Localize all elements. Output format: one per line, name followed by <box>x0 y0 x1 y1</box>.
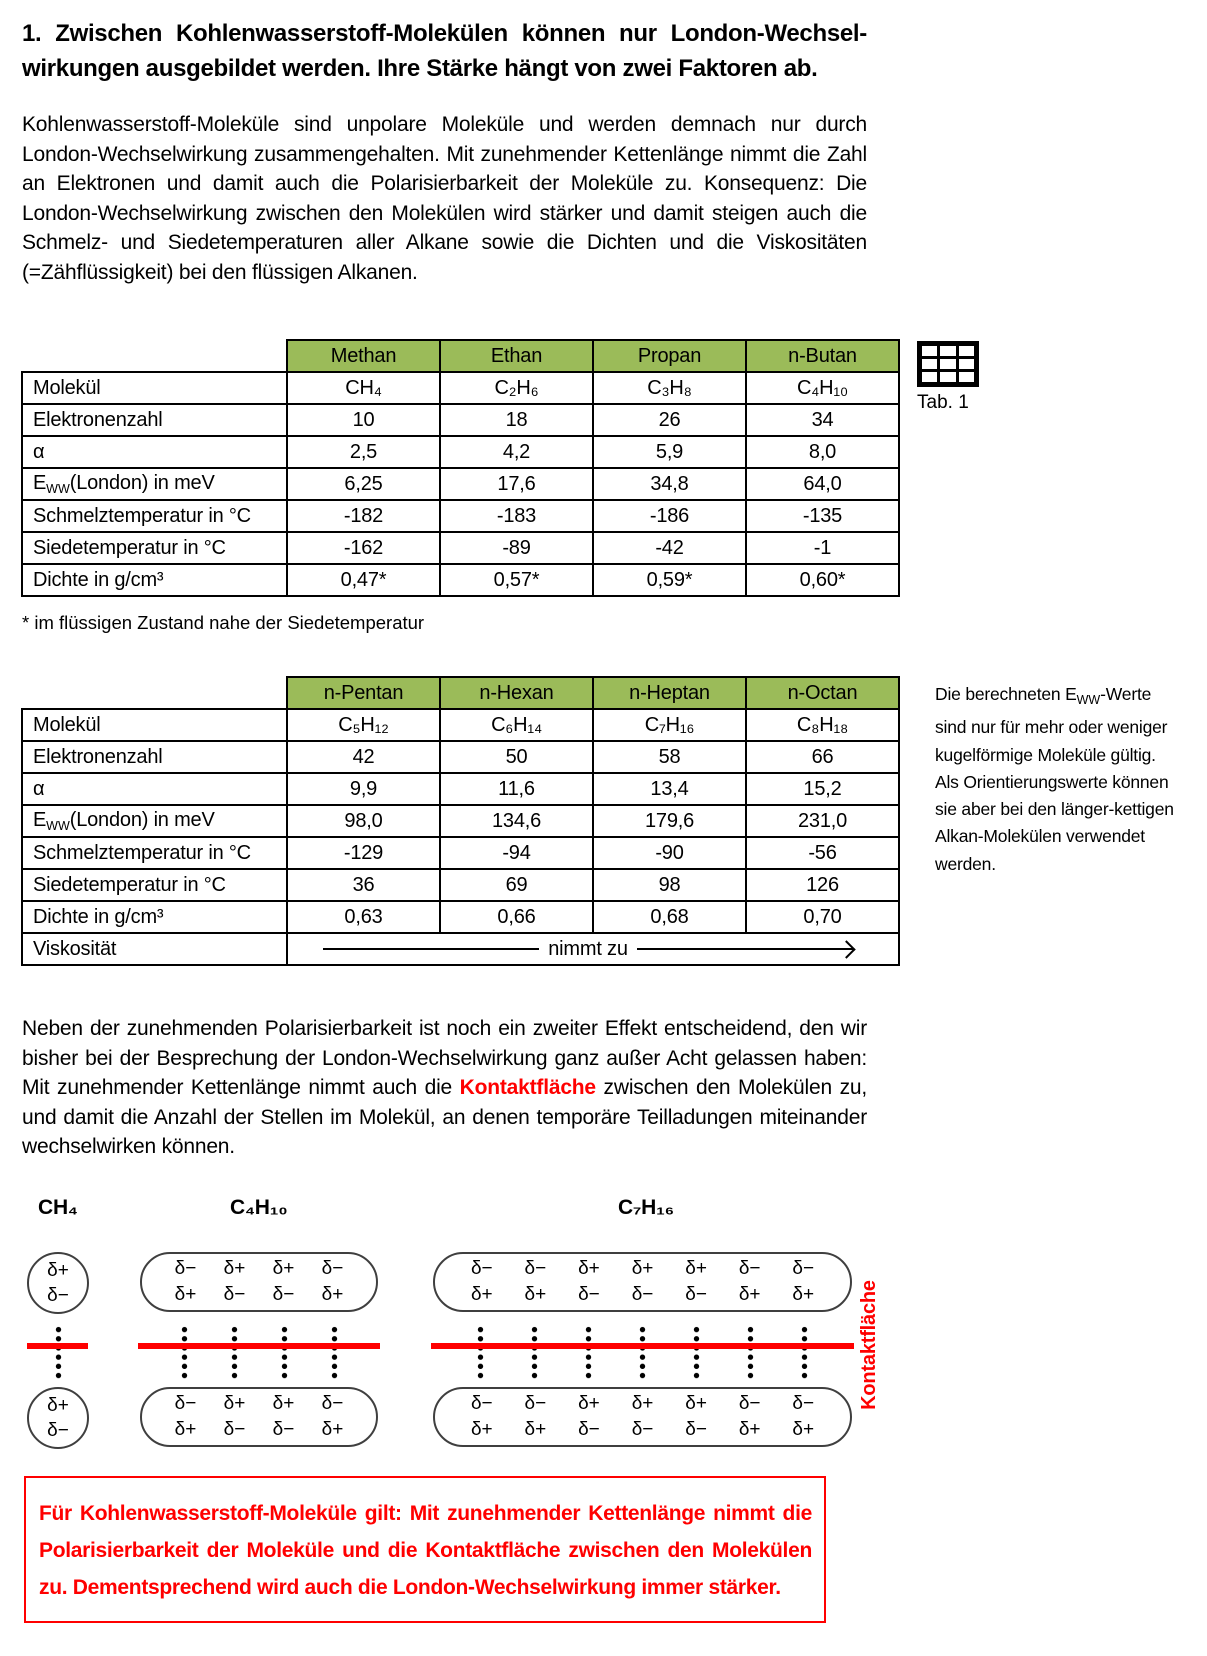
increase-label: nimmt zu <box>548 937 628 960</box>
column-header: n-Pentan <box>287 677 440 709</box>
value-cell: 5,9 <box>593 436 746 468</box>
molecule-ch4-top <box>27 1252 89 1314</box>
delta-charge: δ− <box>792 1393 815 1414</box>
value-cell: 66 <box>746 741 899 773</box>
charge-row <box>161 1284 357 1306</box>
value-cell: -56 <box>746 837 899 869</box>
value-cell: 36 <box>287 869 440 901</box>
table-row <box>22 805 899 837</box>
value-cell: CH₄ <box>287 372 440 404</box>
dotted-line-icon <box>331 1325 338 1380</box>
molecule-label-ch4: CH₄ <box>38 1196 78 1219</box>
delta-charge: δ+ <box>223 1393 246 1414</box>
delta-charge: δ+ <box>738 1419 761 1440</box>
delta-charge: δ+ <box>631 1258 654 1279</box>
increase-arrow <box>288 938 898 961</box>
row-label: Molekül <box>22 709 287 741</box>
value-cell: 8,0 <box>746 436 899 468</box>
contact-surface-line-c7h16 <box>431 1343 854 1349</box>
header-row <box>22 340 899 372</box>
molecule-c7h16-top <box>433 1252 852 1312</box>
paragraph-intro: Kohlenwasserstoff-Moleküle sind unpolare Moleküle und werden demnach nur durch London-Wechselwirkung zusammengehalten. Mit zunehmender Kettenlänge nimmt die Zahl an Elektronen und damit auch die Polarisierbarkeit der Moleküle zu. Konsequenz: Die London-Wechselwirkung zwischen den Molekülen wird stärker und damit steigen auch die Schmelz- und Siedetemperaturen aller Alkane sowie die Dichten und die Viskositäten (=Zähflüssigkeit) bei den flüssigen Alkanen. <box>22 113 867 284</box>
delta-charge: δ+ <box>524 1284 547 1305</box>
table-row <box>22 404 899 436</box>
arrow-line-left <box>323 948 539 950</box>
table-row <box>22 372 899 404</box>
column-header: Methan <box>287 340 440 372</box>
row-label: Siedetemperatur in °C <box>22 532 287 564</box>
row-label: Schmelztemperatur in °C <box>22 837 287 869</box>
blank-corner-cell <box>22 677 287 709</box>
delta-charge: δ− <box>174 1393 197 1414</box>
charge-row <box>455 1419 830 1441</box>
value-cell: -1 <box>746 532 899 564</box>
column-header: Ethan <box>440 340 593 372</box>
dotted-line-icon <box>639 1325 646 1380</box>
dotted-line-icon <box>55 1325 62 1380</box>
row-label: Molekül <box>22 372 287 404</box>
row-label: Dichte in g/cm³ <box>22 564 287 596</box>
alkane-table-long-chain <box>21 676 900 966</box>
dotted-line-icon <box>585 1325 592 1380</box>
interaction-dots-c7h16 <box>453 1325 832 1380</box>
delta-charge: δ+ <box>631 1393 654 1414</box>
table-caption: Tab. 1 <box>917 392 969 413</box>
delta-charge: δ− <box>578 1419 600 1440</box>
value-cell: 10 <box>287 404 440 436</box>
delta-charge: δ+ <box>47 1260 69 1281</box>
delta-charge: δ− <box>272 1419 295 1440</box>
header-row <box>22 677 899 709</box>
value-cell: 126 <box>746 869 899 901</box>
row-label: Schmelztemperatur in °C <box>22 500 287 532</box>
delta-charge: δ− <box>738 1393 761 1414</box>
molecule-label-c4h10: C₄H₁₀ <box>230 1196 288 1219</box>
molecule-ch4-bottom <box>27 1387 89 1449</box>
value-cell: 98,0 <box>287 805 440 837</box>
delta-charge: δ− <box>47 1420 69 1441</box>
value-cell: 13,4 <box>593 773 746 805</box>
value-cell: 0,57* <box>440 564 593 596</box>
interaction-dots-c4h10 <box>159 1325 359 1380</box>
delta-charge: δ+ <box>47 1395 69 1416</box>
highlight-kontaktflaeche: Kontaktfläche <box>459 1076 596 1099</box>
delta-charge: δ+ <box>578 1258 600 1279</box>
side-note: Die berechneten $E_{WW}$-Werte sind nur für mehr oder weniger kugelförmige Moleküle gültig. Als Orientierungswerte können sie aber bei den länger-kettigen Alkan-Molekülen verwendet werden. <box>935 684 1174 874</box>
value-cell: 15,2 <box>746 773 899 805</box>
contact-surface-diagram <box>0 1196 1207 1466</box>
charge-row <box>455 1258 830 1280</box>
table-row <box>22 741 899 773</box>
value-cell: C₄H₁₀ <box>746 372 899 404</box>
molecule-c7h16-bottom <box>433 1387 852 1447</box>
value-cell: -135 <box>746 500 899 532</box>
title-line-1: 1. Zwischen Kohlenwasserstoff-Molekülen können nur London-Wechsel- <box>22 20 867 47</box>
delta-charge: δ+ <box>738 1284 761 1305</box>
viscosity-trend-cell <box>287 933 899 965</box>
delta-charge: δ− <box>578 1284 600 1305</box>
value-cell: C₆H₁₄ <box>440 709 593 741</box>
table-row <box>22 869 899 901</box>
value-cell: 6,25 <box>287 468 440 500</box>
value-cell: 26 <box>593 404 746 436</box>
interaction-dots-ch4 <box>30 1325 86 1380</box>
value-cell: -129 <box>287 837 440 869</box>
row-label: Viskosität <box>22 933 287 965</box>
delta-charge: δ+ <box>524 1419 547 1440</box>
value-cell: 18 <box>440 404 593 436</box>
column-header: n-Heptan <box>593 677 746 709</box>
table-footnote: * im flüssigen Zustand nahe der Siedetemperatur <box>22 612 425 633</box>
value-cell: -90 <box>593 837 746 869</box>
value-cell: 2,5 <box>287 436 440 468</box>
delta-charge: δ− <box>470 1258 493 1279</box>
delta-charge: δ− <box>223 1419 246 1440</box>
value-cell: 0,47* <box>287 564 440 596</box>
column-header: Propan <box>593 340 746 372</box>
value-cell: -94 <box>440 837 593 869</box>
table-row <box>22 532 899 564</box>
delta-charge: δ− <box>321 1258 344 1279</box>
delta-charge: δ+ <box>792 1419 815 1440</box>
paragraph-contact-surface: Neben der zunehmenden Polarisierbarkeit ist noch ein zweiter Effekt entscheidend, den wir bisher bei der Besprechung der London-Wechselwirkung ganz außer Acht gelassen haben: Mit zunehmender Kettenlänge nimmt auch die Kontaktfläche zwischen den Molekülen zu, und damit die Anzahl der Stellen im Molekül, an denen temporäre Teilladungen miteinander wechselwirken können. <box>22 1017 867 1158</box>
dotted-line-icon <box>281 1325 288 1380</box>
value-cell: 134,6 <box>440 805 593 837</box>
value-cell: C₂H₆ <box>440 372 593 404</box>
row-label-eww: $E_{WW}(London)$ in meV <box>22 805 287 837</box>
table-row <box>22 436 899 468</box>
dotted-line-icon <box>693 1325 700 1380</box>
delta-charge: δ+ <box>792 1284 815 1305</box>
table-row <box>22 468 899 500</box>
value-cell: C₃H₈ <box>593 372 746 404</box>
delta-charge: δ− <box>47 1285 69 1306</box>
contact-surface-line-ch4 <box>27 1343 88 1349</box>
contact-surface-label: Kontaktfläche <box>858 1280 880 1410</box>
value-cell: 17,6 <box>440 468 593 500</box>
column-header: n-Butan <box>746 340 899 372</box>
value-cell: C₅H₁₂ <box>287 709 440 741</box>
delta-charge: δ+ <box>321 1419 344 1440</box>
delta-charge: δ− <box>631 1419 654 1440</box>
delta-charge: δ− <box>792 1258 815 1279</box>
value-cell: 42 <box>287 741 440 773</box>
value-cell: C₇H₁₆ <box>593 709 746 741</box>
delta-charge: δ+ <box>321 1284 344 1305</box>
value-cell: 34,8 <box>593 468 746 500</box>
delta-charge: δ+ <box>272 1393 295 1414</box>
column-header: n-Hexan <box>440 677 593 709</box>
value-cell: 34 <box>746 404 899 436</box>
table-row <box>22 709 899 741</box>
delta-charge: δ+ <box>174 1284 197 1305</box>
delta-charge: δ+ <box>578 1393 600 1414</box>
title-line-2: wirkungen ausgebildet werden. Ihre Stärke hängt von zwei Faktoren ab. <box>22 55 818 82</box>
table-row <box>22 901 899 933</box>
table-row <box>22 773 899 805</box>
delta-charge: δ+ <box>174 1419 197 1440</box>
dotted-line-icon <box>181 1325 188 1380</box>
value-cell: C₈H₁₈ <box>746 709 899 741</box>
row-label: Siedetemperatur in °C <box>22 869 287 901</box>
molecule-c4h10-bottom <box>140 1387 378 1447</box>
contact-surface-line-c4h10 <box>138 1343 380 1349</box>
delta-charge: δ− <box>321 1393 344 1414</box>
table-icon <box>917 341 979 387</box>
delta-charge: δ+ <box>685 1258 707 1279</box>
dotted-line-icon <box>477 1325 484 1380</box>
value-cell: 69 <box>440 869 593 901</box>
delta-charge: δ+ <box>685 1393 707 1414</box>
delta-charge: δ− <box>174 1258 197 1279</box>
delta-charge: δ− <box>738 1258 761 1279</box>
value-cell: 0,63 <box>287 901 440 933</box>
value-cell: 58 <box>593 741 746 773</box>
value-cell: -42 <box>593 532 746 564</box>
row-label: α <box>22 773 287 805</box>
delta-charge: δ− <box>631 1284 654 1305</box>
value-cell: 0,70 <box>746 901 899 933</box>
table-row <box>22 564 899 596</box>
dotted-line-icon <box>231 1325 238 1380</box>
row-label-eww: $E_{WW}(London)$ in meV <box>22 468 287 500</box>
value-cell: 231,0 <box>746 805 899 837</box>
charge-row <box>161 1419 357 1441</box>
delta-charge: δ− <box>685 1419 707 1440</box>
value-cell: -183 <box>440 500 593 532</box>
value-cell: 0,59* <box>593 564 746 596</box>
table-row <box>22 837 899 869</box>
value-cell: 11,6 <box>440 773 593 805</box>
charge-row <box>455 1393 830 1415</box>
delta-charge: δ+ <box>272 1258 295 1279</box>
value-cell: 4,2 <box>440 436 593 468</box>
dotted-line-icon <box>531 1325 538 1380</box>
delta-charge: δ+ <box>470 1419 493 1440</box>
row-label: Elektronenzahl <box>22 404 287 436</box>
delta-charge: δ+ <box>223 1258 246 1279</box>
dotted-line-icon <box>801 1325 808 1380</box>
table-row <box>22 500 899 532</box>
molecule-c4h10-top <box>140 1252 378 1312</box>
viscosity-row <box>22 933 899 965</box>
page-title <box>22 16 867 86</box>
value-cell: 9,9 <box>287 773 440 805</box>
charge-row <box>455 1284 830 1306</box>
row-label: Dichte in g/cm³ <box>22 901 287 933</box>
value-cell: -182 <box>287 500 440 532</box>
charge-row <box>161 1393 357 1415</box>
value-cell: 0,68 <box>593 901 746 933</box>
dotted-line-icon <box>747 1325 754 1380</box>
arrow-line-right <box>637 948 853 950</box>
value-cell: -186 <box>593 500 746 532</box>
delta-charge: δ− <box>272 1284 295 1305</box>
value-cell: 0,66 <box>440 901 593 933</box>
value-cell: -162 <box>287 532 440 564</box>
delta-charge: δ− <box>524 1393 547 1414</box>
value-cell: 64,0 <box>746 468 899 500</box>
value-cell: 179,6 <box>593 805 746 837</box>
molecule-label-c7h16: C₇H₁₆ <box>618 1196 674 1219</box>
value-cell: 98 <box>593 869 746 901</box>
delta-charge: δ− <box>223 1284 246 1305</box>
blank-corner-cell <box>22 340 287 372</box>
row-label: Elektronenzahl <box>22 741 287 773</box>
delta-charge: δ+ <box>470 1284 493 1305</box>
delta-charge: δ− <box>685 1284 707 1305</box>
value-cell: 50 <box>440 741 593 773</box>
charge-row <box>161 1258 357 1280</box>
delta-charge: δ− <box>470 1393 493 1414</box>
row-label: α <box>22 436 287 468</box>
value-cell: 0,60* <box>746 564 899 596</box>
delta-charge: δ− <box>524 1258 547 1279</box>
alkane-table-short-chain <box>21 339 900 597</box>
summary-box: Für Kohlenwasserstoff-Moleküle gilt: Mit zunehmender Kettenlänge nimmt die Polarisierbarkeit der Moleküle und die Kontaktfläche zwischen den Molekülen zu. Dementsprechend wird auch die London-Wechselwirkung immer stärker. <box>24 1476 826 1623</box>
column-header: n-Octan <box>746 677 899 709</box>
value-cell: -89 <box>440 532 593 564</box>
arrow-head-icon <box>837 940 855 958</box>
